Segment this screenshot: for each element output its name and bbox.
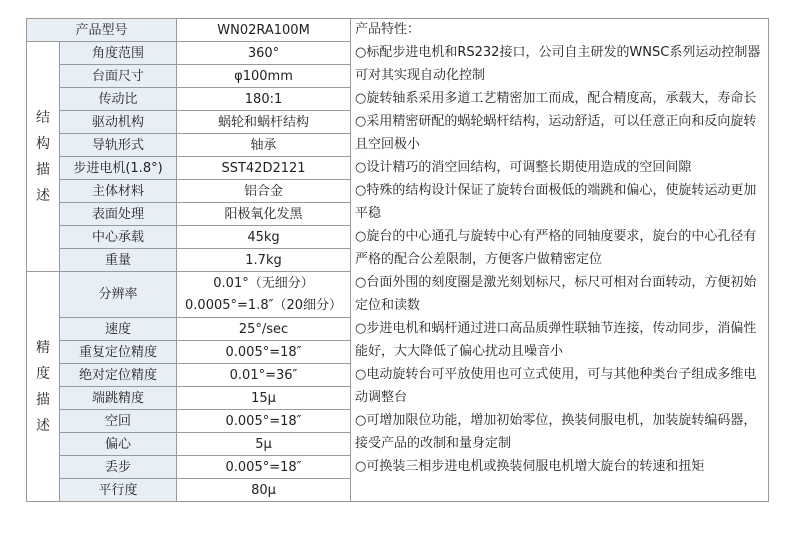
model-value: WN02RA100M [177,19,351,42]
resolution-value-line2: 0.0005°=1.8″（20细分） [185,297,342,313]
features-cell [351,19,769,502]
spec-label: 表面处理 [60,203,177,226]
resolution-value [177,272,351,318]
spec-label: 重量 [60,249,177,272]
spec-label: 主体材料 [60,180,177,203]
spec-value: 轴承 [177,134,351,157]
spec-label: 丢步 [60,456,177,479]
spec-label: 驱动机构 [60,111,177,134]
resolution-value-line1: 0.01°（无细分） [213,275,314,291]
spec-value: 180:1 [177,88,351,111]
spec-label: 重复定位精度 [60,341,177,364]
spec-value: 25°/sec [177,318,351,341]
model-row [27,19,769,42]
spec-value: 5μ [177,433,351,456]
spec-value: 15μ [177,387,351,410]
spec-label: 平行度 [60,479,177,502]
spec-table [26,18,769,502]
feature-item: ○台面外围的刻度圈是激光刻划标尺，标尺可相对台面转动，方便初始定位和读数 [355,275,757,313]
feature-item: ○采用精密研配的蜗轮蜗杆结构，运动舒适，可以任意正向和反向旋转且空回极小 [355,114,757,152]
spec-value: 0.01°=36″ [177,364,351,387]
features-title: 产品特性： [355,22,421,37]
spec-label: 分辨率 [60,272,177,318]
spec-label: 导轨形式 [60,134,177,157]
spec-label: 步进电机(1.8°) [60,157,177,180]
feature-item: ○步进电机和蜗杆通过进口高品质弹性联轴节连接，传动同步，消偏性能好，大大降低了偏心扰动且噪音小 [355,321,757,359]
feature-item: ○特殊的结构设计保证了旋转台面极低的端跳和偏心，使旋转运动更加平稳 [355,183,757,221]
feature-item: ○标配步进电机和RS232接口，公司自主研发的WNSC系列运动控制器可对其实现自动化控制 [355,45,761,83]
spec-value: 蜗轮和蜗杆结构 [177,111,351,134]
spec-value: 1.7kg [177,249,351,272]
feature-item: ○旋转轴系采用多道工艺精密加工而成，配合精度高，承载大，寿命长 [355,91,757,106]
feature-item: ○可增加限位功能，增加初始零位，换装伺服电机，加装旋转编码器，接受产品的改制和量身定制 [355,413,757,451]
spec-value: 铝合金 [177,180,351,203]
spec-value: 80μ [177,479,351,502]
spec-value: φ100mm [177,65,351,88]
feature-item: ○电动旋转台可平放使用也可立式使用，可与其他种类台子组成多维电动调整台 [355,367,757,405]
spec-value: 0.005°=18″ [177,341,351,364]
spec-label: 中心承载 [60,226,177,249]
structure-group-label: 结 构 描 述 [27,42,60,272]
spec-value: 45kg [177,226,351,249]
spec-label: 绝对定位精度 [60,364,177,387]
spec-value: 阳极氧化发黑 [177,203,351,226]
precision-group-label: 精 度 描 述 [27,272,60,502]
feature-item: ○旋台的中心通孔与旋转中心有严格的同轴度要求，旋台的中心孔径有严格的配合公差限制，方便客户做精密定位 [355,229,757,267]
spec-value: 360° [177,42,351,65]
spec-label: 偏心 [60,433,177,456]
spec-label: 速度 [60,318,177,341]
model-label: 产品型号 [27,19,177,42]
spec-value: SST42D2121 [177,157,351,180]
spec-value: 0.005°=18″ [177,456,351,479]
feature-item: ○设计精巧的消空回结构，可调整长期使用造成的空回间隙 [355,160,692,175]
spec-value: 0.005°=18″ [177,410,351,433]
spec-label: 台面尺寸 [60,65,177,88]
spec-label: 空回 [60,410,177,433]
spec-label: 传动比 [60,88,177,111]
feature-item: ○可换装三相步进电机或换装伺服电机增大旋台的转速和扭矩 [355,459,705,474]
spec-label: 端跳精度 [60,387,177,410]
spec-label: 角度范围 [60,42,177,65]
